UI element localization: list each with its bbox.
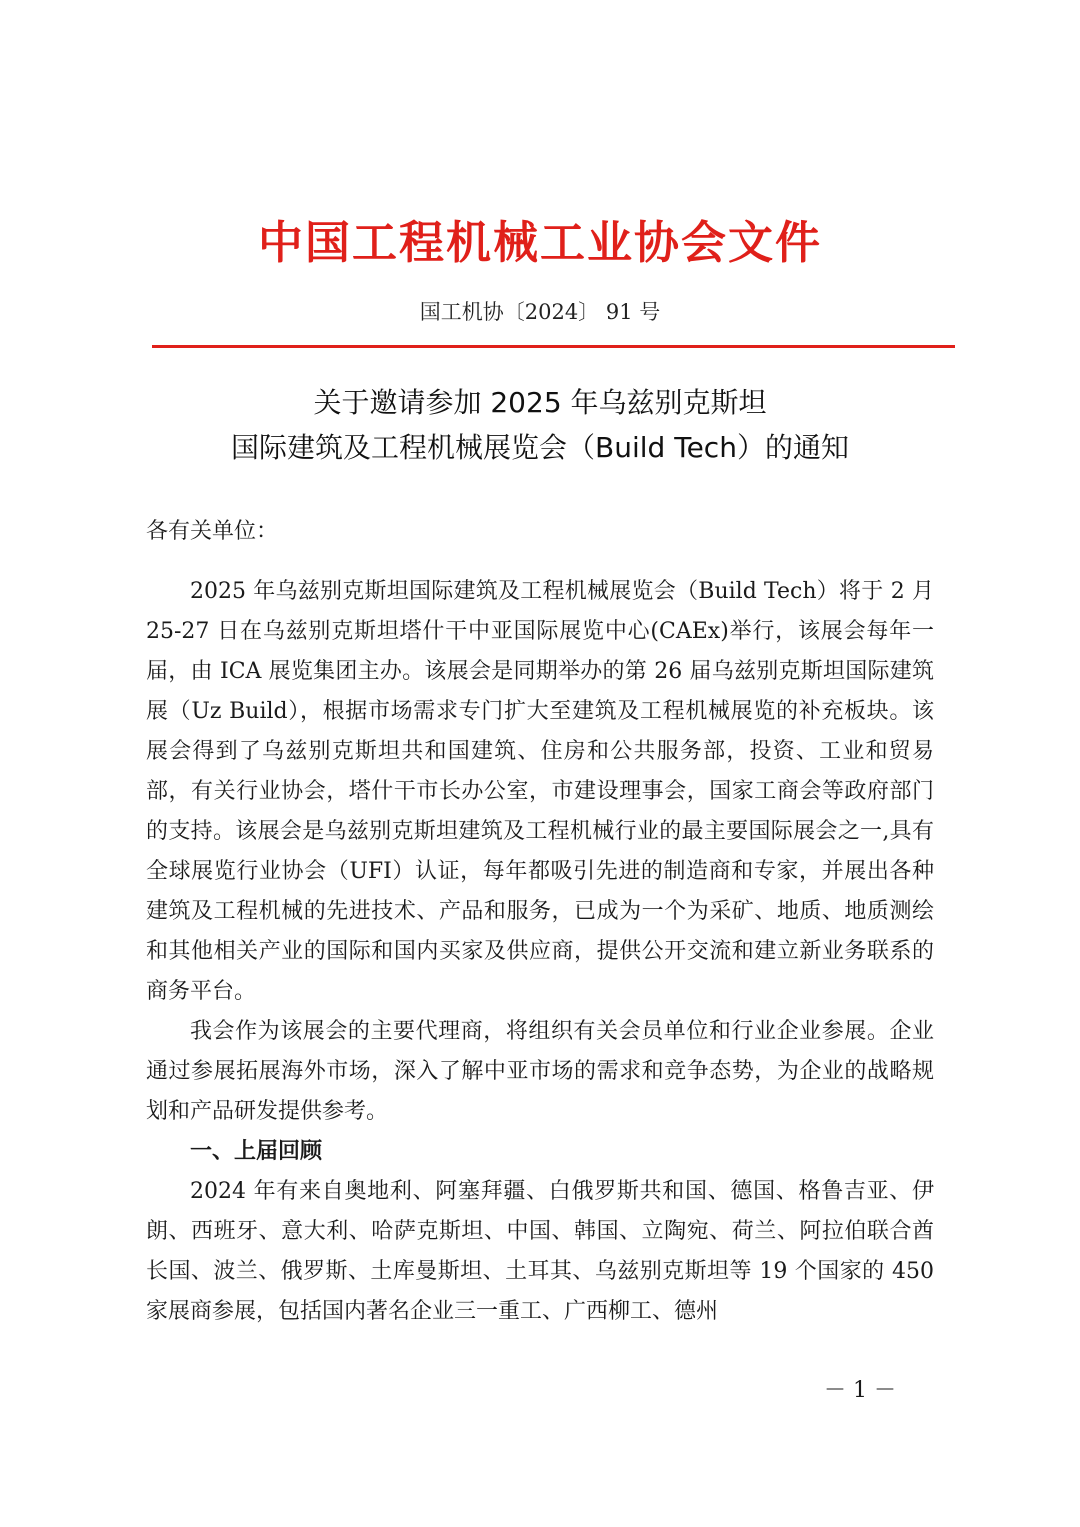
section-heading: 一、上届回顾: [190, 1139, 323, 1164]
notice-title-line-1: 关于邀请参加 2025 年乌兹别克斯坦: [313, 386, 767, 419]
page-number: － 1 －: [824, 1378, 896, 1403]
org-document-title: 中国工程机械工业协会文件: [257, 216, 822, 269]
document-number: 国工机协〔2024〕 91 号: [419, 300, 661, 324]
addressee: 各有关单位：: [146, 519, 279, 544]
notice-body: [146, 572, 934, 1332]
section-paragraph: 2024 年有来自奥地利、阿塞拜疆、白俄罗斯共和国、德国、格鲁吉亚、伊朗、西班牙、意大利、哈萨克斯坦、中国、韩国、立陶宛、荷兰、阿拉伯联合酋长国、波兰、俄罗斯、土库曼斯坦、土耳其、乌兹别克斯坦等 19 个国家的 450 家展商参展，包括国内著名企业三一重工、广西柳工、德州: [146, 1179, 934, 1324]
notice-title-line-2: 国际建筑及工程机械展览会（Build Tech）的通知: [231, 431, 849, 464]
body-paragraph: 我会作为该展会的主要代理商，将组织有关会员单位和行业企业参展。企业通过参展拓展海外市场，深入了解中亚市场的需求和竞争态势，为企业的战略规划和产品研发提供参考。: [146, 1019, 934, 1124]
notice-title: [0, 380, 1080, 470]
red-divider: [152, 345, 955, 348]
body-paragraph: 2025 年乌兹别克斯坦国际建筑及工程机械展览会（Build Tech）将于 2 月 25-27 日在乌兹别克斯坦塔什干中亚国际展览中心(CAEx)举行，该展会每年一届，由 ICA 展览集团主办。该展会是同期举办的第 26 届乌兹别克斯坦国际建筑展（Uz Build），根据市场需求专门扩大至建筑及工程机械展览的补充板块。该展会得到了乌兹别克斯坦共和国建筑、住房和公共服务部，投资、工业和贸易部，有关行业协会，塔什干市长办公室，市建设理事会，国家工商会等政府部门的支持。该展会是乌兹别克斯坦建筑及工程机械行业的最主要国际展会之一,具有全球展览行业协会（UFI）认证，每年都吸引先进的制造商和专家，并展出各种建筑及工程机械的先进技术、产品和服务，已成为一个为采矿、地质、地质测绘和其他相关产业的国际和国内买家及供应商，提供公开交流和建立新业务联系的商务平台。: [146, 579, 934, 1004]
